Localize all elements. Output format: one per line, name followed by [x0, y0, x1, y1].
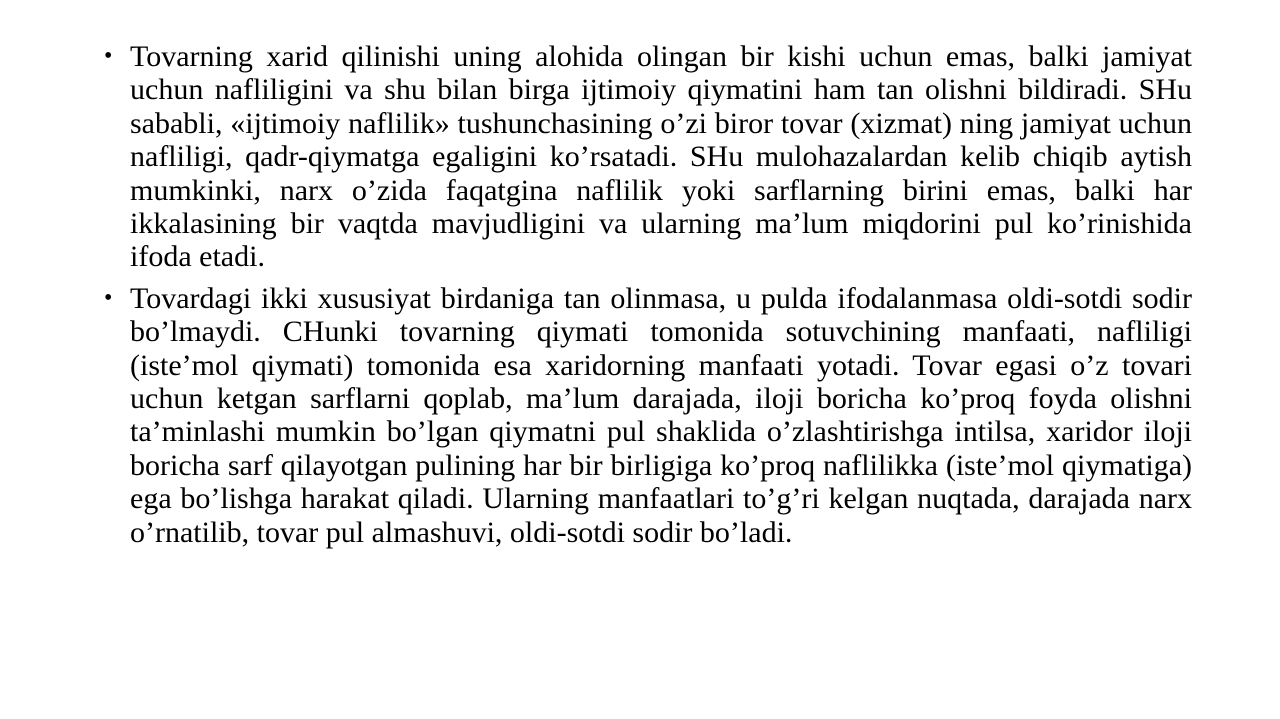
bullet-paragraph-1: Tovarning xarid qilinishi uning alohida olingan bir kishi uchun emas, balki jamiyat uchun nafliligini va shu bilan birga ijtimoiy qiymatini ham tan olishni bildiradi. SHu sababli, «ijtimoiy naflilik» tushunchasining o’zi biror tovar (xizmat) ning jamiyat uchun nafliligi, qadr-qiymatga egaligini ko’rsatadi. SHu mulohazalardan kelib chiqib aytish mumkinki, narx o’zida faqatgina naflilik yoki sarflarning birini emas, balki har ikkalasining bir vaqtda mavjudligini va ularning ma’lum miqdorini pul ko’rinishida ifoda etadi. [130, 40, 1192, 274]
bullet-item-2 [98, 282, 1192, 549]
bullet-marker-icon: • [104, 43, 113, 69]
bullet-marker-icon: • [104, 284, 113, 311]
bullet-item-1 [98, 40, 1192, 274]
bullet-paragraph-2: Tovardagi ikki xususiyat birdaniga tan olinmasa, u pulda ifodalanmasa oldi-sotdi sodir bo’lmaydi. CHunki tovarning qiymati tomonida sotuvchining manfaati, nafliligi (iste’mol qiymati) tomonida esa xaridorning manfaati yotadi. Tovar egasi o’z tovari uchun ketgan sarflarni qoplab, ma’lum darajada, iloji boricha ko’proq foyda olishni ta’minlashi mumkin bo’lgan qiymatni pul shaklida o’zlashtirishga intilsa, xaridor iloji boricha sarf qilayotgan pulining har bir birligiga ko’proq naflilikka (iste’mol qiymatiga) ega bo’lishga harakat qiladi. Ularning manfaatlari to’g’ri kelgan nuqtada, darajada narx o’rnatilib, tovar pul almashuvi, oldi-sotdi sodir bo’ladi. [130, 281, 1192, 549]
bullet-list [98, 40, 1192, 557]
